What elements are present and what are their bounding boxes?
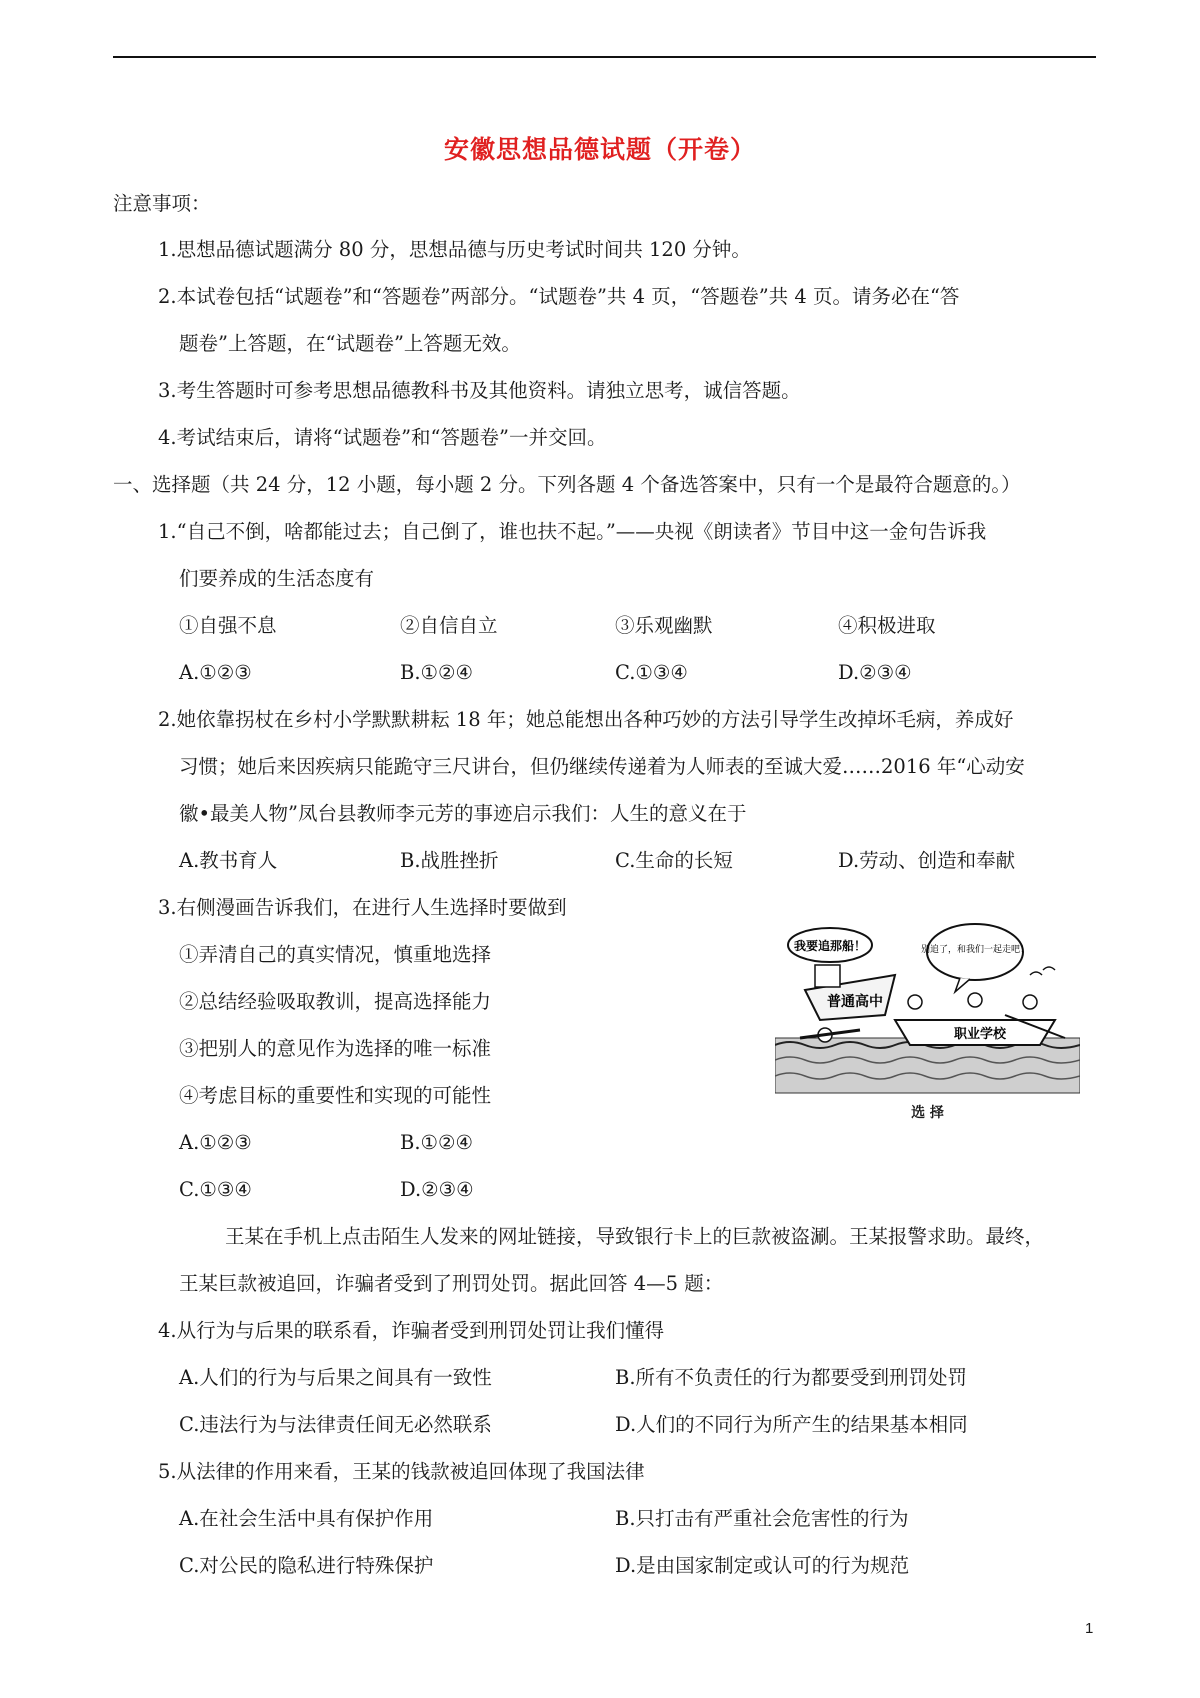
q2-option-d: D.劳动、创造和奉献 [838, 849, 1016, 872]
q2-stem-line3: 徽•最美人物”凤台县教师李元芳的事迹启示我们：人生的意义在于 [179, 802, 747, 825]
notice-4: 4.考试结束后，请将“试题卷”和“答题卷”一并交回。 [158, 426, 607, 449]
q1-option-c: C.①③④ [615, 661, 688, 684]
header-rule [113, 56, 1096, 58]
cartoon-bubble-left: 我要追那船！ [793, 939, 867, 953]
notice-heading: 注意事项： [113, 192, 211, 215]
material-line1: 王某在手机上点击陌生人发来的网址链接，导致银行卡上的巨款被盗涮。王某报警求助。最终， [225, 1225, 1045, 1248]
q4-option-d: D.人们的不同行为所产生的结果基本相同 [615, 1413, 968, 1436]
cartoon-boat-label: 职业学校 [953, 1027, 1007, 1042]
q2-option-c: C.生命的长短 [615, 849, 733, 872]
q2-option-b: B.战胜挫折 [400, 849, 499, 872]
q1-option-a: A.①②③ [179, 661, 252, 684]
notice-1: 1.思想品德试题满分 80 分，思想品德与历史考试时间共 120 分钟。 [158, 238, 751, 261]
notice-2: 2.本试卷包括“试题卷”和“答题卷”两部分。“试题卷”共 4 页，“答题卷”共 4 页。请务必在“答 [158, 285, 960, 308]
q2-stem-line2: 习惯；她后来因疾病只能跪守三尺讲台，但仍继续传递着为人师表的至诚大爱……2016 年“心动安 [179, 755, 1025, 778]
q4-option-b: B.所有不负责任的行为都要受到刑罚处罚 [615, 1366, 968, 1389]
q5-option-c: C.对公民的隐私进行特殊保护 [179, 1554, 434, 1577]
q1-stem-line2: 们要养成的生活态度有 [179, 567, 375, 590]
q5-option-a: A.在社会生活中具有保护作用 [179, 1507, 434, 1530]
q2-stem-line1: 2.她依靠拐杖在乡村小学默默耕耘 18 年；她总能想出各种巧妙的方法引导学生改掉坏毛病，养成好 [158, 708, 1014, 731]
q3-option-c: C.①③④ [179, 1178, 252, 1201]
q1-item-4: ④积极进取 [838, 614, 936, 637]
cartoon-bubble-right: 别追了，和我们一起走吧！ [920, 945, 1030, 955]
q5-option-b: B.只打击有严重社会危害性的行为 [615, 1507, 909, 1530]
notice-2-cont: 题卷”上答题，在“试题卷”上答题无效。 [179, 332, 521, 355]
q3-item-2: ②总结经验吸取教训，提高选择能力 [179, 990, 492, 1013]
notice-3: 3.考生答题时可参考思想品德教科书及其他资料。请独立思考，诚信答题。 [158, 379, 801, 402]
q2-option-a: A.教书育人 [179, 849, 278, 872]
q3-option-b: B.①②④ [400, 1131, 473, 1154]
q5-stem: 5.从法律的作用来看，王某的钱款被追回体现了我国法律 [158, 1460, 645, 1483]
q3-cartoon [775, 920, 1080, 1121]
material-line2: 王某巨款被追回，诈骗者受到了刑罚处罚。据此回答 4—5 题： [179, 1272, 724, 1295]
q3-option-a: A.①②③ [179, 1131, 252, 1154]
page-title: 安徽思想品德试题（开卷） [443, 135, 756, 164]
cartoon-caption: 选 择 [911, 1105, 944, 1121]
q1-item-1: ①自强不息 [179, 614, 277, 637]
page-number: 1 [1085, 1620, 1094, 1637]
q4-option-a: A.人们的行为与后果之间具有一致性 [179, 1366, 492, 1389]
q1-option-b: B.①②④ [400, 661, 473, 684]
q5-option-d: D.是由国家制定或认可的行为规范 [615, 1554, 910, 1577]
cartoon-illustration [775, 920, 1080, 1100]
q1-stem-line1: 1.“自己不倒，啥都能过去；自己倒了，谁也扶不起。”——央视《朗读者》节目中这一金句告诉我 [158, 520, 987, 543]
cartoon-ship-label: 普通高中 [827, 994, 883, 1010]
section-heading: 一、选择题（共 24 分，12 小题，每小题 2 分。下列各题 4 个备选答案中，只有一个是最符合题意的。） [113, 473, 1021, 496]
q3-item-3: ③把别人的意见作为选择的唯一标准 [179, 1037, 492, 1060]
q3-stem: 3.右侧漫画告诉我们，在进行人生选择时要做到 [158, 896, 567, 919]
q1-item-3: ③乐观幽默 [615, 614, 713, 637]
q3-item-4: ④考虑目标的重要性和实现的可能性 [179, 1084, 492, 1107]
q4-stem: 4.从行为与后果的联系看，诈骗者受到刑罚处罚让我们懂得 [158, 1319, 665, 1342]
q1-item-2: ②自信自立 [400, 614, 498, 637]
q4-option-c: C.违法行为与法律责任间无必然联系 [179, 1413, 492, 1436]
q1-option-d: D.②③④ [838, 661, 912, 684]
q3-option-d: D.②③④ [400, 1178, 474, 1201]
q3-item-1: ①弄清自己的真实情况，慎重地选择 [179, 943, 492, 966]
